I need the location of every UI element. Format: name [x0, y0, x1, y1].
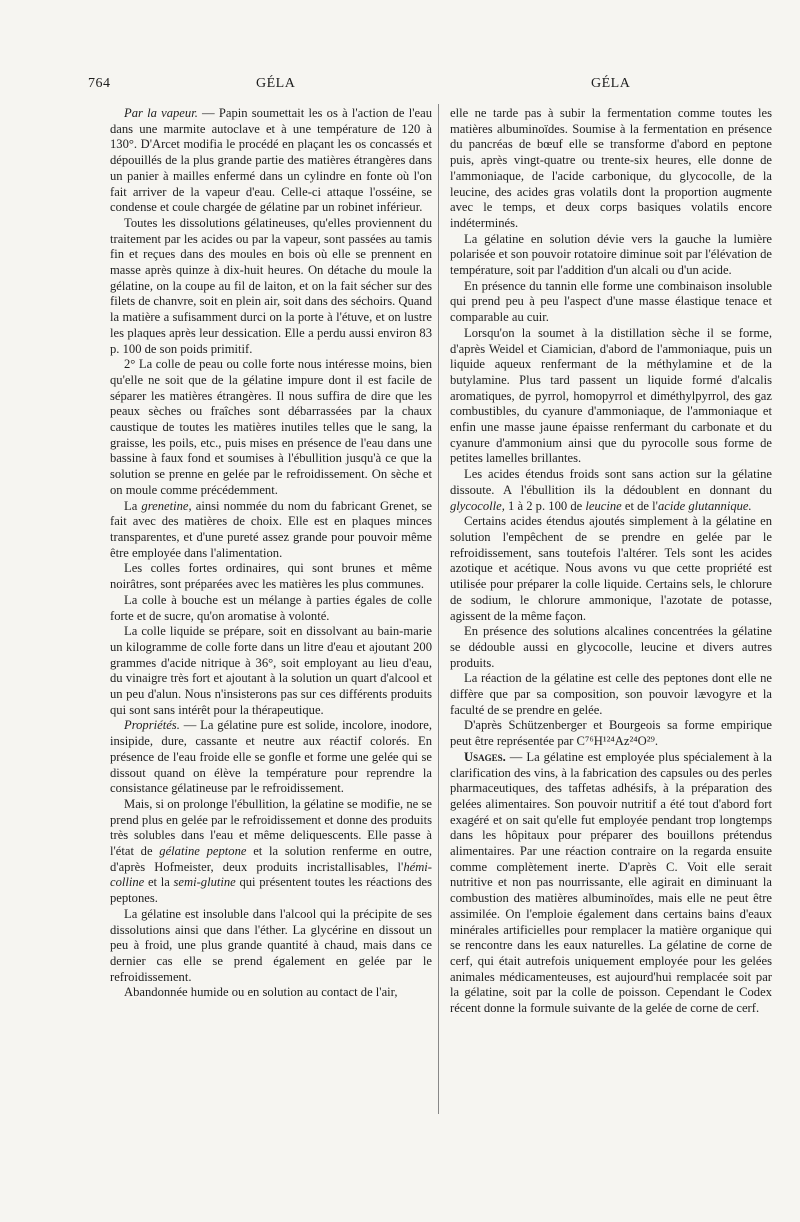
text-run: Certains acides étendus ajoutés simplement à la gélatine en solution l'empêchent de se prendre en gelée par le refroidissement, sans toutefois l'altérer. Tels sont les acides azotique et acétique. Nous avons vu que cette propriété est utilisée pour préparer la colle liquide. Certains sels, le chlorure de sodium, le chlorure ammonique, l'azotate de potasse, agissent de la même façon. — [450, 514, 772, 623]
text-run: semi-glutine — [173, 875, 236, 890]
paragraph — [110, 561, 432, 592]
paragraph — [450, 514, 772, 624]
text-run: acide glutannique. — [657, 498, 752, 513]
paragraph — [450, 624, 772, 671]
text-run: et la solution renferme en outre, d'après Hofmeister, deux produits incristallisables, l' — [110, 844, 432, 874]
text-run: elle ne tarde pas à subir la fermentation comme toutes les matières albuminoïdes. Soumise à la fermentation en présence du pancréas de bœuf elle se transforme d'abord en peptone puis, après vingt-quatre ou trente-six heures, elle donne de l'ammoniaque, de l'acide carbonique, du glycocolle, de la leucine, des acides gras volatils dont la proportion augmente avec le temps, et deux corps basiques volatils encore indéterminés. — [450, 106, 772, 230]
paragraph — [450, 106, 772, 232]
text-run: — La gélatine pure est solide, incolore, inodore, insipide, dure, cassante et neutre aux réactif colorés. En présence de l'eau froide elle se gonfle et forme une gelée qui se dissout quand on élève la température pour reprendre la consistance gélatineuse par le refroidissement. — [110, 718, 432, 796]
paragraph — [110, 216, 432, 357]
text-run: Usages. — [464, 749, 506, 764]
paragraph — [110, 797, 432, 907]
right-column — [450, 106, 772, 1017]
text-run: gélatine peptone — [159, 844, 247, 859]
text-run: Les acides étendus froids sont sans action sur la gélatine dissoute. A l'ébullition ils la dédoublent en donnant du — [450, 467, 772, 497]
text-run: et de l' — [621, 498, 658, 513]
text-run: Mais, si on prolonge l'ébullition, la gélatine se modifie, ne se prend plus en gelée par le refroidissement et donne des produits très solubles dans l'eau et même deliquescents. Elle passe à l'état de — [110, 796, 432, 859]
paragraph — [110, 106, 432, 216]
text-run: La colle liquide se prépare, soit en dissolvant au bain-marie un kilogramme de colle forte dans un litre d'eau et ajoutant 200 grammes d'acide nitrique à 36°, soit employant au lieu d'eau, du vinaigre très fort et ajoutant à la solution un quart d'alcool et un peu d'alun. Nous n'insisterons pas sur ces différents produits qui sont sans intérêt pour la thérapeutique. — [110, 624, 432, 717]
text-run: Toutes les dissolutions gélatineuses, qu'elles proviennent du traitement par les acides ou par la vapeur, sont passées au tamis fin et reçues dans des moules en bois où elle se prennent en masse après quinze à dix-huit heures. On détache du moule la gélatine, on la coupe au fil de laiton, et on la fait sécher sur des filets de chanvre, soit en plein air, soit dans des séchoirs. Quand la matière a sufisamment durci on la porte à l'étuve, et on lustre les plaques après leur dessication. Elle a perdu aussi environ 83 p. 100 de son poids primitif. — [110, 215, 432, 356]
text-run: qui présentent toutes les réactions des peptones. — [110, 875, 432, 906]
text-run: Abandonnée humide ou en solution au contact de l'air, — [124, 985, 398, 1000]
page-number: 764 — [88, 76, 111, 91]
paragraph — [110, 718, 432, 797]
text-run: hémi-colline — [110, 859, 432, 890]
text-run: et la — [144, 875, 174, 890]
text-run: La gélatine est insoluble dans l'alcool qui la précipite de ses dissolutions ainsi que dans l'éther. La glycérine en dissout un peu à froid, une plus grande quantité à chaud, mais dans ce dernier cas elle se prend également en gelée par le refroidissement. — [110, 906, 432, 984]
text-run: 2° La colle de peau ou colle forte nous intéresse moins, bien qu'elle ne soit que de la gélatine impure dont il est facile de séparer les matières étrangères. Il nous suffira de dire que les peaux sèches ou fraîches sont débarrassées par la chaux caustique de toutes les matières inutiles telles que le sang, la graisse, les poils, etc., puis mises en présence de l'eau dans une bassine à faux fond et soumises à l'ébullition jusqu'à ce que la solution se prenne en gelée par le refroidissement. On sèche et on moule comme précédemment. — [110, 357, 432, 497]
text-run: Par la vapeur. — [124, 106, 198, 120]
text-run: — Papin soumettait les os à l'action de l'eau dans une marmite autoclave et à une température de 120 à 130°. D'Arcet modifia le procédé en plaçant les os concassés et dépouillés de la plus grande partie des matières étrangères dans un panier à mailles enfermé dans un cylindre en fonte où l'on fait arriver de la vapeur d'eau. Celle-ci attaque l'osséine, se condense et coule chargée de gélatine par un robinet inférieur. — [110, 106, 432, 215]
paragraph — [450, 671, 772, 718]
text-run: La gélatine en solution dévie vers la gauche la lumière polarisée et son pouvoir rotatoire diminue soit par l'élévation de température, soit par l'addition d'un alcali ou d'un acide. — [450, 231, 772, 278]
text-run: D'après Schützenberger et Bourgeois sa forme empirique peut être représentée par C⁷⁶H¹²⁴Az²⁴O²⁹. — [450, 718, 772, 749]
text-run: ainsi nommée du nom du fabricant Grenet, se fait avec des matières de choix. Elle est en plaques minces transparentes, et d'une pureté assez grande pour pouvoir même être employée dans l'alimentation. — [110, 498, 432, 560]
text-run: grenetine, — [141, 498, 192, 513]
text-run: glycocolle, — [450, 498, 505, 513]
text-run: — La gélatine est employée plus spécialement à la clarification des vins, à la fabrication des capsules ou des perles pharmaceutiques, des taffetas adhésifs, à la préparation des gelées alimentaires. Son pouvoir nutritif a été tout d'abord fort exagéré et on sait qu'elle fut employée pendant trop longtemps dans les hôpitaux pour préparer des bouillons prétendus alimentaires. Par une réaction contraire on la regarda ensuite comme complètement inerte. D'après C. Voit elle serait nutritive et non pas nourrissante, elle agirait en diminuant la combustion des matières albuminoïdes, mais elle ne peut être assimilée. On l'emploie également dans certains bains d'eaux minérales artificielles pour remplacer la matière organique qui se rencontre dans les eaux naturelles. La gélatine de corne de cerf, qui était autrefois uniquement employée pour les gelées animales médicamenteuses, est aujourd'hui remplacée soit par la gélatine, soit par la colle de poisson. Cependant le Codex récent donne la formule suivante de la gelée de corne de cerf. — [450, 749, 772, 1016]
text-run: 1 à 2 p. 100 de — [504, 498, 586, 513]
text-run: leucine — [585, 498, 622, 513]
paragraph — [450, 279, 772, 326]
paragraph — [110, 593, 432, 624]
paragraph — [110, 985, 432, 1001]
text-run: La colle à bouche est un mélange à parties égales de colle forte et de sucre, qu'on aromatise à volonté. — [110, 592, 432, 623]
paragraph — [450, 750, 772, 1017]
paragraph — [450, 718, 772, 749]
running-head-left: GÉLA — [256, 76, 296, 91]
paragraph — [110, 907, 432, 986]
text-run: La réaction de la gélatine est celle des peptones dont elle ne diffère que par sa composition, son pouvoir lævogyre et la faculté de se prendre en gelée. — [450, 671, 772, 717]
text-run: En présence du tannin elle forme une combinaison insoluble qui prend peu à peu l'aspect d'une masse élastique tenace et comparable au cuir. — [450, 278, 772, 325]
paragraph — [450, 232, 772, 279]
paragraph — [450, 467, 772, 514]
paragraph — [110, 499, 432, 562]
text-run: En présence des solutions alcalines concentrées la gélatine se dédouble aussi en glycocolle, leucine et divers autres produits. — [450, 624, 772, 670]
column-divider — [438, 104, 439, 1114]
text-run: Lorsqu'on la soumet à la distillation sèche il se forme, d'après Weidel et Ciamician, d'abord de l'ammoniaque, puis un liquide aqueux renfermant de la méthylamine et de la butylamine. Plus tard passent un liquide formé d'alcalis aromatiques, de pyrrol, homopyrrol et diméthylpyrrol, des gaz combustibles, du cyanure d'ammoniaque, de l'ammoniaque et enfin une masse jaune épaisse renfermant du carbonate et du cyanure d'ammonium ainsi que du pyrocolle sous forme de petites lamelles brillantes. — [450, 325, 772, 466]
paragraph — [110, 624, 432, 718]
left-column — [110, 106, 432, 1001]
running-head-right: GÉLA — [591, 76, 631, 91]
text-run: La — [124, 498, 142, 513]
text-run: Les colles fortes ordinaires, qui sont brunes et même noirâtres, sont préparées avec les matières les plus communes. — [110, 561, 432, 592]
paragraph — [450, 326, 772, 467]
text-run: Propriétés. — [124, 718, 180, 733]
paragraph — [110, 357, 432, 498]
